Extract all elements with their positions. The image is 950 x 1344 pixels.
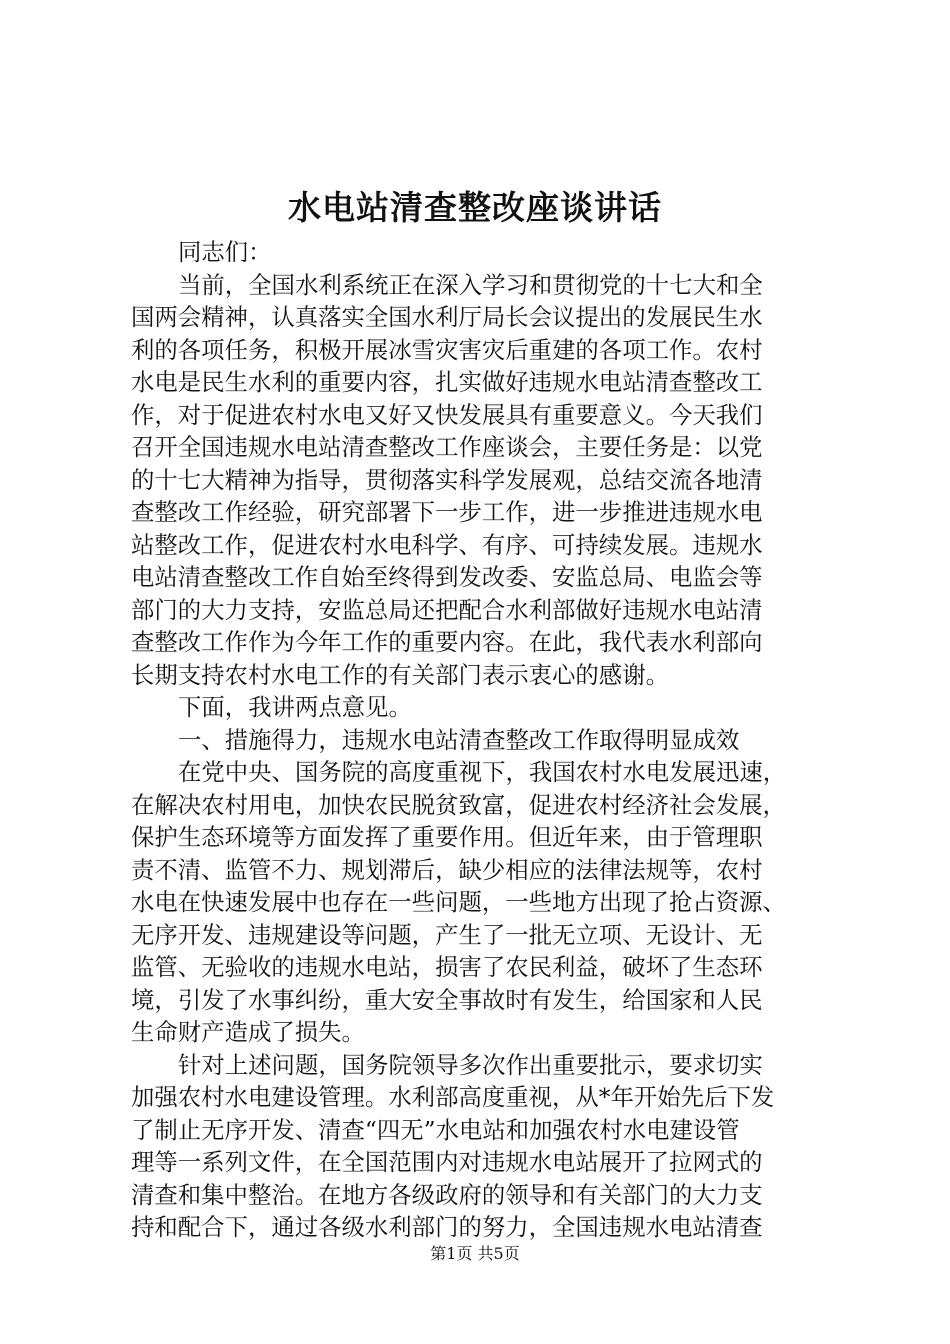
text-line: 监管、无验收的违规水电站，损害了农民利益，破坏了生态环 [131,953,763,981]
text-line: 下面，我讲两点意见。 [178,693,412,721]
text-line: 站整改工作，促进农村水电科学、有序、可持续发展。违规水 [131,530,763,559]
text-line: 针对上述问题，国务院领导多次作出重要批示，要求切实 [178,1050,763,1079]
text-line: 无序开发、违规建设等问题，产生了一批无立项、无设计、无 [131,920,763,949]
text-line: 同志们： [178,238,272,266]
text-line: 了制止无序开发、清查“四无”水电站和加强农村水电建设管 [131,1115,740,1144]
text-line: 保护生态环境等方面发挥了重要作用。但近年来，由于管理职 [131,823,763,851]
text-line: 部门的大力支持，安监总局还把配合水利部做好违规水电站清 [131,595,763,624]
text-line: 清查和集中整治。在地方各级政府的领导和有关部门的大力支 [131,1180,763,1209]
text-line: 召开全国违规水电站清查整改工作座谈会，主要任务是：以党 [131,433,763,461]
text-line: 水电是民生水利的重要内容，扎实做好违规水电站清查整改工 [131,368,763,396]
page-number: 第1页 共5页 [430,1244,520,1263]
section-heading: 一、措施得力，违规水电站清查整改工作取得明显成效 [178,725,740,754]
text-line: 水电在快速发展中也存在一些问题，一些地方出现了抢占资源、 [131,888,786,916]
text-line: 在党中央、国务院的高度重视下，我国农村水电发展迅速， [178,758,787,786]
text-line: 查整改工作作为今年工作的重要内容。在此，我代表水利部向 [131,628,763,656]
text-line: 持和配合下，通过各级水利部门的努力，全国违规水电站清查 [131,1213,763,1241]
text-line: 作，对于促进农村水电又好又快发展具有重要意义。今天我们 [131,400,763,429]
text-line: 国两会精神，认真落实全国水利厅局长会议提出的发展民生水 [131,303,763,331]
text-line: 长期支持农村水电工作的有关部门表示衷心的感谢。 [131,660,669,689]
text-line: 境，引发了水事纠纷，重大安全事故时有发生，给国家和人民 [131,985,763,1014]
text-line: 加强农村水电建设管理。水利部高度重视，从*年开始先后下发 [131,1083,775,1111]
text-line: 的十七大精神为指导，贯彻落实科学发展观，总结交流各地清 [131,465,763,494]
document-body [131,236,836,1244]
text-line: 在解决农村用电，加快农民脱贫致富，促进农村经济社会发展， [131,790,786,819]
document-title: 水电站清查整改座谈讲话 [288,188,662,227]
text-line: 生命财产造成了损失。 [131,1018,365,1046]
text-line: 责不清、监管不力、规划滞后，缺少相应的法律法规等，农村 [131,855,763,884]
text-line: 电站清查整改工作自始至终得到发改委、安监总局、电监会等 [131,563,763,591]
text-line: 利的各项任务，积极开展冰雪灾害灾后重建的各项工作。农村 [131,335,763,364]
text-line: 查整改工作经验，研究部署下一步工作，进一步推进违规水电 [131,498,763,526]
text-line: 当前，全国水利系统正在深入学习和贯彻党的十七大和全 [178,270,763,299]
text-line: 理等一系列文件，在全国范围内对违规水电站展开了拉网式的 [131,1148,763,1176]
